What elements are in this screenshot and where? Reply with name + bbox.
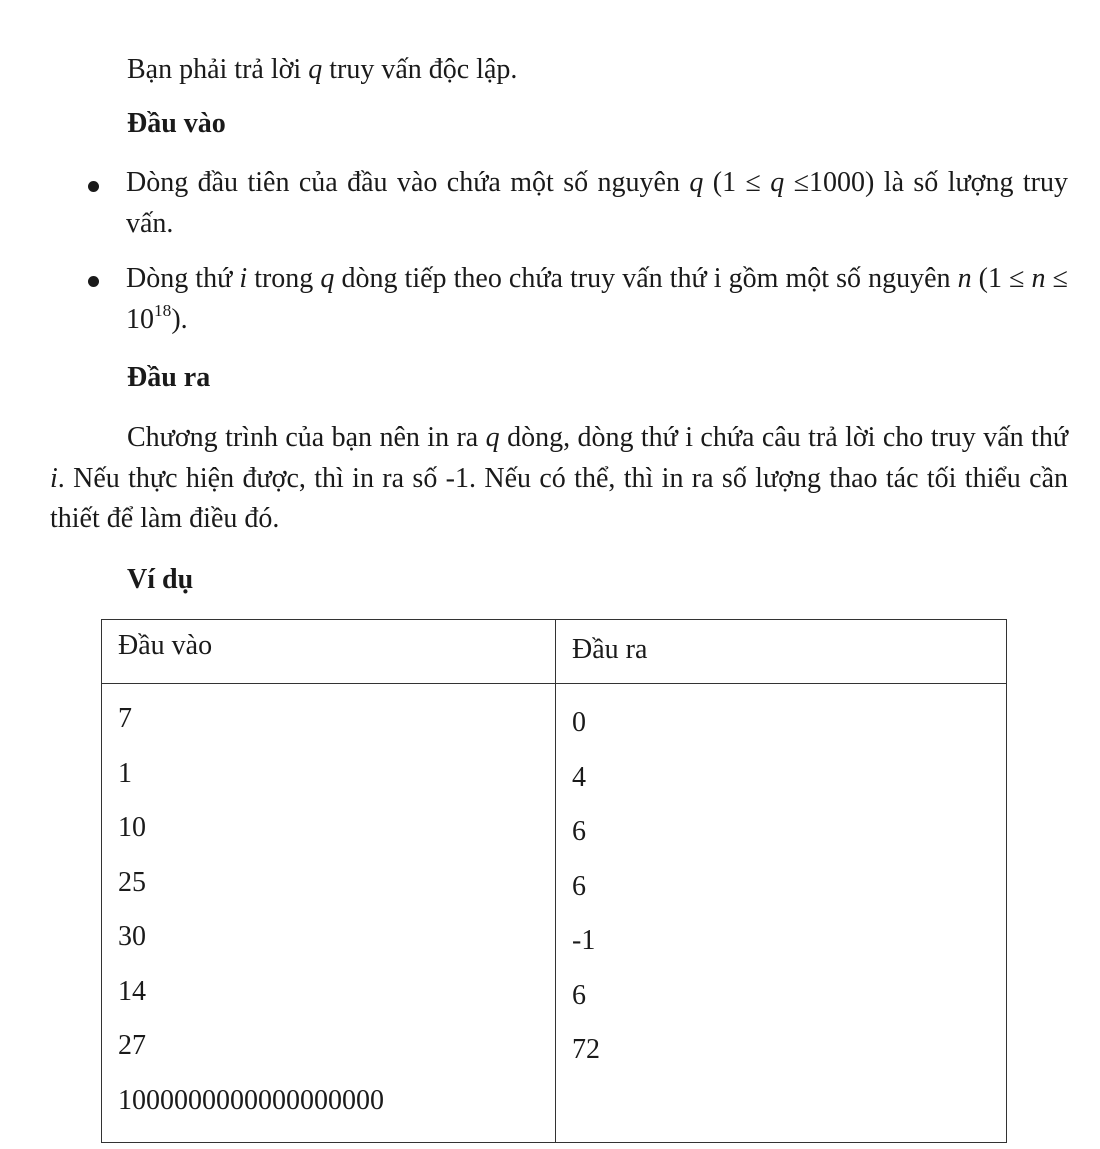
output-line: 72: [572, 1034, 600, 1065]
output-line: 0: [572, 707, 586, 738]
table-row: [102, 684, 1007, 1143]
bullet2-var-i: i: [239, 263, 248, 294]
bullet2-text-2: trong: [247, 263, 321, 294]
table-header-row: [102, 620, 1007, 684]
header-output: Đầu ra: [556, 620, 1007, 684]
output-line: 6: [572, 979, 586, 1011]
header-input: Đầu vào: [102, 620, 556, 684]
bullet-item-1: [126, 163, 1068, 244]
output-text-1: Chương trình của bạn nên in ra: [127, 422, 486, 453]
bullet2-text-3: dòng tiếp theo chứa truy vấn thứ i gồm một số nguyên: [334, 263, 958, 294]
bullet2-text-5: ≤ 10: [126, 263, 1068, 335]
input-line: 27: [118, 1030, 146, 1061]
output-heading: Đầu ra: [127, 362, 211, 393]
bullet2-var-q: q: [320, 263, 335, 294]
intro-text-1: Bạn phải trả lời: [127, 54, 309, 85]
intro-text-2: truy vấn độc lập.: [322, 54, 518, 85]
bullet2-text-4: (1 ≤: [971, 263, 1032, 294]
bullet2-var-n2: n: [1031, 263, 1046, 294]
input-line: 14: [118, 975, 146, 1007]
input-line: 7: [118, 703, 132, 734]
output-text-3: . Nếu thực hiện được, thì in ra số -1. Nếu có thể, thì in ra số lượng thao tác tối thiểu cần thiết để làm điều đó.: [50, 462, 1068, 535]
input-line: 1000000000000000000: [118, 1084, 384, 1116]
example-table: [101, 619, 1007, 1143]
bullet1-var-q2: q: [770, 167, 785, 198]
bullet2-exponent: 18: [154, 300, 172, 320]
input-lines: [118, 684, 539, 1142]
output-text-2: dòng, dòng thứ i chứa câu trả lời cho truy vấn thứ: [499, 422, 1068, 453]
intro-var-q: q: [308, 54, 323, 85]
output-line: 6: [572, 816, 586, 847]
bullet1-text-2: (1 ≤: [703, 167, 771, 198]
output-line: 6: [572, 870, 586, 902]
input-line: 25: [118, 866, 146, 898]
bullet-dot-2: [88, 276, 99, 287]
input-heading: Đầu vào: [127, 108, 226, 139]
bullet2-text-1: Dòng thứ: [126, 263, 240, 294]
bullet1-var-q: q: [689, 167, 704, 198]
output-column: [556, 684, 1007, 1143]
output-paragraph: [50, 418, 1068, 540]
bullet1-text-1: Dòng đầu tiên của đầu vào chứa một số nguyên: [126, 167, 690, 198]
bullet2-text-6: ).: [171, 303, 188, 335]
intro-paragraph: [127, 50, 1067, 91]
input-line: 10: [118, 812, 146, 843]
bullet1-text-3: ≤1000) là số lượng truy vấn.: [126, 167, 1068, 239]
output-var-i: i: [50, 462, 58, 494]
output-var-q: q: [485, 422, 500, 453]
output-lines: [572, 684, 990, 1092]
input-column: [102, 684, 556, 1143]
output-line: 4: [572, 761, 586, 793]
input-line: 30: [118, 921, 146, 952]
bullet-dot-1: [88, 181, 99, 192]
output-line: -1: [572, 925, 596, 956]
example-heading: Ví dụ: [127, 564, 194, 595]
bullet2-var-n: n: [957, 263, 972, 294]
bullet-item-2: [126, 259, 1068, 340]
input-line: 1: [118, 757, 132, 789]
